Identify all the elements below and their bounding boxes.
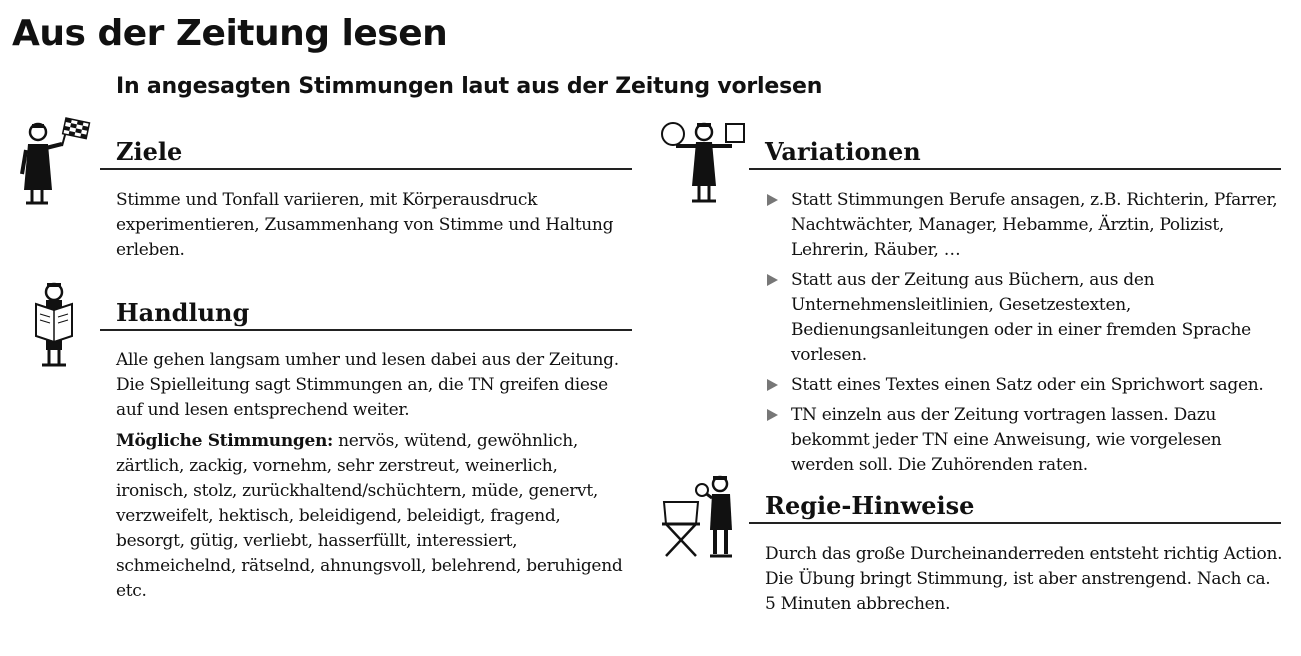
handlung-text-block: [116, 348, 632, 604]
triangle-bullet-icon: [767, 194, 778, 206]
variationen-item-text: TN einzeln aus der Zeitung vortragen lassen. Dazu bekommt jeder TN eine Anweisung, wie vorgelesen werden soll. Die Zuhörenden raten.: [791, 405, 1222, 475]
variationen-heading: Variationen: [749, 136, 1281, 170]
stimmungen-text: nervös, wütend, gewöhnlich, zärtlich, zackig, vornehm, sehr zerstreut, weinerlich, ironisch, stolz, zurückhaltend/schüchtern, müde, genervt, verzweifelt, hektisch, beleidigend, beleidigt, fragend, besorgt, gütig, verliebt, hasserfüllt, interessiert, schmeichelnd, rätselnd, ahnungsvoll, belehrend, beruhigend etc.: [116, 431, 623, 601]
list-item: [765, 373, 1285, 398]
list-item: [765, 268, 1285, 368]
person-reading-newspaper-icon: [32, 280, 80, 372]
triangle-bullet-icon: [767, 274, 778, 286]
handlung-text: Alle gehen langsam umher und lesen dabei aus der Zeitung. Die Spielleitung sagt Stimmungen an, die TN greifen diese auf und lesen entsprechend weiter.: [116, 350, 619, 420]
variationen-item-text: Statt aus der Zeitung aus Büchern, aus den Unternehmensleitlinien, Gesetzestexten, Bedienungsanleitungen oder in einer fremden Sprache vorlesen.: [791, 270, 1251, 365]
person-with-checkered-flag-icon: [20, 116, 100, 208]
list-item: [765, 188, 1285, 263]
regie-text-block: [765, 542, 1285, 617]
regie-text: Durch das große Durcheinanderreden entsteht richtig Action. Die Übung bringt Stimmung, ist aber anstrengend. Nach ca. 5 Minuten abbrechen.: [765, 544, 1283, 614]
page-title: Aus der Zeitung lesen: [12, 13, 448, 54]
person-holding-shapes-icon: [660, 120, 750, 210]
ziele-text: Stimme und Tonfall variieren, mit Körperausdruck experimentieren, Zusammenhang von Stimme und Haltung erleben.: [116, 190, 614, 260]
ziele-heading: Ziele: [100, 136, 632, 170]
director-with-megaphone-and-chair-icon: [660, 474, 750, 564]
triangle-bullet-icon: [767, 409, 778, 421]
triangle-bullet-icon: [767, 379, 778, 391]
ziele-text-block: [116, 188, 626, 263]
handlung-heading: Handlung: [100, 297, 632, 331]
variationen-item-text: Statt Stimmungen Berufe ansagen, z.B. Richterin, Pfarrer, Nachtwächter, Manager, Hebamme, Ärztin, Polizist, Lehrerin, Räuber, …: [791, 190, 1278, 260]
variationen-list: [765, 188, 1285, 478]
list-item: [765, 403, 1285, 478]
regie-heading: Regie-Hinweise: [749, 490, 1281, 524]
variationen-text-block: [765, 188, 1285, 483]
variationen-item-text: Statt eines Textes einen Satz oder ein Sprichwort sagen.: [791, 375, 1264, 395]
stimmungen-label: Mögliche Stimmungen:: [116, 431, 334, 451]
stimmungen-paragraph: [116, 429, 632, 604]
page-subtitle: In angesagten Stimmungen laut aus der Zeitung vorlesen: [116, 74, 823, 99]
